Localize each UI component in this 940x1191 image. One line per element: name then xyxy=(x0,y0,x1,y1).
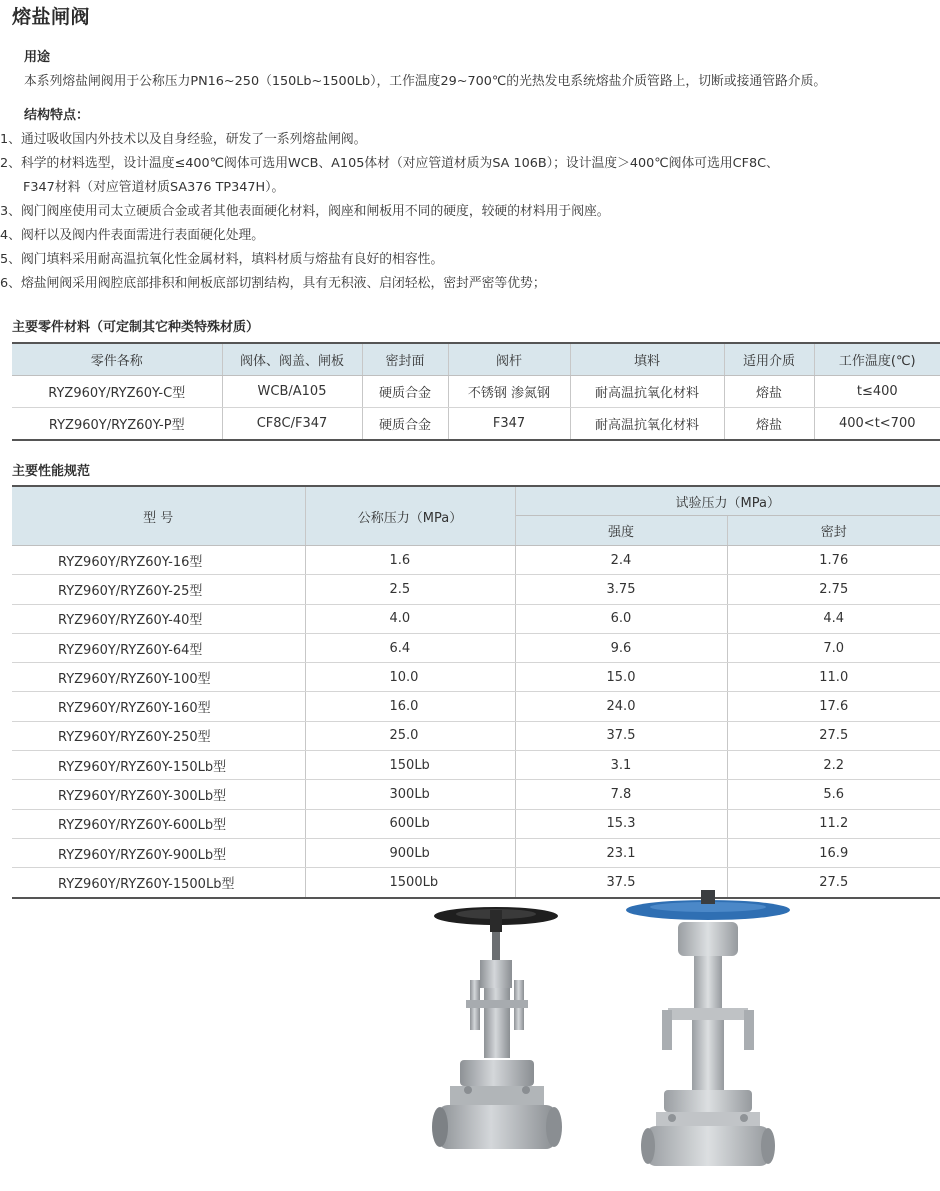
table-cell: 硬质合金 xyxy=(362,376,448,408)
performance-table xyxy=(12,485,940,899)
feature-item: 1、通过吸收国内外技术以及自身经验，研发了一系列熔盐闸阀。 xyxy=(0,132,367,147)
page-title: 熔盐闸阀 xyxy=(12,6,91,28)
valve-photos-image xyxy=(420,890,820,1180)
table-cell: 不锈钢 渗氮钢 xyxy=(448,376,570,408)
table-cell: WCB/A105 xyxy=(222,376,362,408)
table-cell: 2.4 xyxy=(515,546,727,575)
table-cell: 1.6 xyxy=(305,546,515,575)
table-cell: 熔盐 xyxy=(724,408,814,441)
table-cell: 硬质合金 xyxy=(362,408,448,441)
table-cell: RYZ960Y/RYZ60Y-900Lb型 xyxy=(12,838,305,867)
table-cell: RYZ960Y/RYZ60Y-100型 xyxy=(12,663,305,692)
table-row xyxy=(12,692,940,721)
table-cell: RYZ960Y/RYZ60Y-250型 xyxy=(12,721,305,750)
performance-table-body xyxy=(12,546,940,898)
table-cell: 9.6 xyxy=(515,633,727,662)
features-heading: 结构特点： xyxy=(24,108,90,123)
table-cell: 600Lb xyxy=(305,809,515,838)
table-row xyxy=(12,838,940,867)
table-header-row xyxy=(12,486,940,516)
table-cell: 17.6 xyxy=(727,692,940,721)
table-cell: RYZ960Y/RYZ60Y-25型 xyxy=(12,575,305,604)
table-cell: 15.0 xyxy=(515,663,727,692)
table-cell: 2.2 xyxy=(727,751,940,780)
gate-valve-blue-handwheel xyxy=(626,890,790,1166)
column-header: 工作温度(℃) xyxy=(814,343,940,376)
table-cell: 150Lb xyxy=(305,751,515,780)
table-cell: 37.5 xyxy=(515,721,727,750)
table-cell: 2.5 xyxy=(305,575,515,604)
table-cell: 11.2 xyxy=(727,809,940,838)
table-cell: RYZ960Y/RYZ60Y-600Lb型 xyxy=(12,809,305,838)
table-cell: 熔盐 xyxy=(724,376,814,408)
table-cell: 5.6 xyxy=(727,780,940,809)
table-cell: 耐高温抗氧化材料 xyxy=(570,376,724,408)
table-cell: 15.3 xyxy=(515,809,727,838)
table-cell: 25.0 xyxy=(305,721,515,750)
column-header: 填料 xyxy=(570,343,724,376)
table-row xyxy=(12,575,940,604)
table-cell: 900Lb xyxy=(305,838,515,867)
table-row xyxy=(12,751,940,780)
table-cell: 27.5 xyxy=(727,721,940,750)
table-row xyxy=(12,721,940,750)
column-header: 阀杆 xyxy=(448,343,570,376)
table-row xyxy=(12,663,940,692)
feature-item: 3、阀门阀座使用司太立硬质合金或者其他表面硬化材料，阀座和闸板用不同的硬度，较硬的材料用于阀座。 xyxy=(0,204,610,219)
product-photos xyxy=(420,890,820,1180)
table-cell: 1.76 xyxy=(727,546,940,575)
table-cell: 16.0 xyxy=(305,692,515,721)
column-header: 密封面 xyxy=(362,343,448,376)
column-header-test: 试验压力（MPa） xyxy=(515,486,940,516)
feature-item: 4、阀杆以及阀内件表面需进行表面硬化处理。 xyxy=(0,228,265,243)
table-cell: 10.0 xyxy=(305,663,515,692)
column-header-strength: 强度 xyxy=(515,516,727,546)
table-cell: RYZ960Y/RYZ60Y-1500Lb型 xyxy=(12,868,305,898)
table-cell: RYZ960Y/RYZ60Y-C型 xyxy=(12,376,222,408)
feature-item: 5、阀门填料采用耐高温抗氧化性金属材料，填料材质与熔盐有良好的相容性。 xyxy=(0,252,444,267)
column-header-model: 型 号 xyxy=(12,486,305,546)
usage-heading: 用途 xyxy=(24,50,51,65)
performance-heading: 主要性能规范 xyxy=(12,464,91,479)
table-cell: 7.8 xyxy=(515,780,727,809)
table-cell: 37.5 xyxy=(515,868,727,898)
features-list xyxy=(0,128,940,296)
column-header: 适用介质 xyxy=(724,343,814,376)
table-cell: RYZ960Y/RYZ60Y-160型 xyxy=(12,692,305,721)
table-cell: RYZ960Y/RYZ60Y-300Lb型 xyxy=(12,780,305,809)
table-cell: RYZ960Y/RYZ60Y-64型 xyxy=(12,633,305,662)
table-cell: 11.0 xyxy=(727,663,940,692)
table-row xyxy=(12,604,940,633)
column-header: 零件各称 xyxy=(12,343,222,376)
table-header-row xyxy=(12,343,940,376)
materials-heading: 主要零件材料（可定制其它种类特殊材质） xyxy=(12,320,260,335)
table-cell: 4.0 xyxy=(305,604,515,633)
table-cell: RYZ960Y/RYZ60Y-150Lb型 xyxy=(12,751,305,780)
table-cell: 6.0 xyxy=(515,604,727,633)
table-cell: RYZ960Y/RYZ60Y-P型 xyxy=(12,408,222,441)
table-row xyxy=(12,809,940,838)
table-row xyxy=(12,408,940,441)
table-cell: 24.0 xyxy=(515,692,727,721)
table-cell: 6.4 xyxy=(305,633,515,662)
column-header-nominal: 公称压力（MPa） xyxy=(305,486,515,546)
table-cell: 2.75 xyxy=(727,575,940,604)
table-row xyxy=(12,376,940,408)
table-cell: RYZ960Y/RYZ60Y-40型 xyxy=(12,604,305,633)
gate-valve-black-handwheel xyxy=(432,907,562,1149)
table-cell: 3.75 xyxy=(515,575,727,604)
table-row xyxy=(12,780,940,809)
table-cell: 7.0 xyxy=(727,633,940,662)
table-row xyxy=(12,633,940,662)
column-header-seal: 密封 xyxy=(727,516,940,546)
feature-item: 2、科学的材料选型，设计温度≤400℃阀体可选用WCB、A105体材（对应管道材质为SA 106B）；设计温度＞400℃阀体可选用CF8C、 xyxy=(0,156,779,171)
table-cell: 1500Lb xyxy=(305,868,515,898)
feature-item xyxy=(0,176,940,200)
table-cell: 23.1 xyxy=(515,838,727,867)
table-cell: 300Lb xyxy=(305,780,515,809)
table-cell: RYZ960Y/RYZ60Y-16型 xyxy=(12,546,305,575)
feature-item: 6、熔盐闸阀采用阀腔底部排积和闸板底部切割结构，具有无积液、启闭轻松，密封严密等优势； xyxy=(0,276,546,291)
table-cell: t≤400 xyxy=(814,376,940,408)
table-cell: 3.1 xyxy=(515,751,727,780)
table-cell: 27.5 xyxy=(819,874,849,890)
table-cell: 耐高温抗氧化材料 xyxy=(570,408,724,441)
table-cell: 16.9 xyxy=(727,838,940,867)
usage-text: 本系列熔盐闸阀用于公称压力PN16~250（150Lb~1500Lb），工作温度29~700℃的光热发电系统熔盐介质管路上，切断或接通管路介质。 xyxy=(24,74,827,89)
table-cell: F347 xyxy=(448,408,570,441)
table-cell: CF8C/F347 xyxy=(222,408,362,441)
table-row xyxy=(12,546,940,575)
table-cell: 4.4 xyxy=(727,604,940,633)
feature-item-continuation: F347材料（对应管道材质SA376 TP347H）。 xyxy=(23,180,285,195)
column-header: 阀体、阀盖、闸板 xyxy=(222,343,362,376)
table-cell: 400<t<700 xyxy=(838,416,916,431)
materials-table xyxy=(12,342,940,441)
